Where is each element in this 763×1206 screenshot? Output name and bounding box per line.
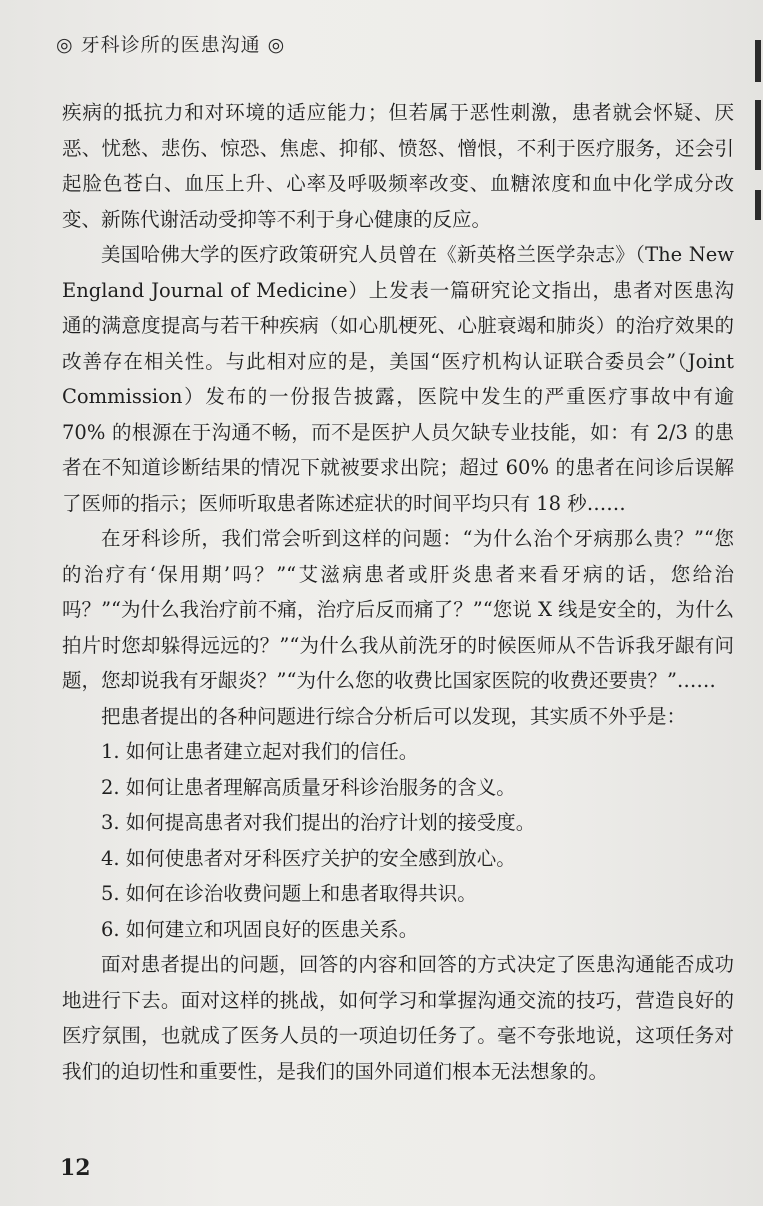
page-number: 12 — [60, 1155, 91, 1181]
paragraph-conclusion: 面对患者提出的问题，回答的内容和回答的方式决定了医患沟通能否成功地进行下去。面对这样的挑战，如何学习和掌握沟通交流的技巧，营造良好的医疗氛围，也就成了医务人员的一项迫切任务了。毫不夸张地说，这项任务对我们的迫切性和重要性，是我们的国外同道们根本无法想象的。 — [62, 953, 734, 1083]
page-edge-mark — [755, 190, 761, 220]
list-item: 1. 如何让患者建立起对我们的信任。 — [101, 740, 419, 763]
paragraph-harvard-study: 美国哈佛大学的医疗政策研究人员曾在《新英格兰医学杂志》（The New England Journal of Medicine）上发表一篇研究论文指出，患者对医患沟通的满意度提高与若干种疾病（如心肌梗死、心脏衰竭和肺炎）的治疗效果的改善存在相关性。与此相对应的是，美国“医疗机构认证联合委员会”（Joint Commission）发布的一份报告披露，医院中发生的严重医疗事故中有逾 70% 的根源在于沟通不畅，而不是医护人员欠缺专业技能，如：有 2/3 的患者在不知道诊断结果的情况下就被要求出院；超过 60% 的患者在问诊后误解了医师的指示；医师听取患者陈述症状的时间平均只有 18 秒…… — [62, 243, 734, 515]
list-item: 6. 如何建立和巩固良好的医患关系。 — [101, 917, 419, 941]
paragraph-patient-questions: 在牙科诊所，我们常会听到这样的问题：“为什么治个牙病那么贵？”“您的治疗有‘保用期’吗？”“艾滋病患者或肝炎患者来看牙病的话，您给治吗？”“为什么我治疗前不痛，治疗后反而痛了？”“您说 X 线是安全的，为什么拍片时您却躲得远远的？”“为什么我从前洗牙的时候医师从不告诉我牙龈有问题，您却说我有牙龈炎？”“为什么您的收费比国家医院的收费还要贵？”…… — [62, 527, 734, 692]
page-edge-mark — [755, 100, 761, 170]
body-text — [62, 95, 734, 1089]
list-item: 5. 如何在诊治收费问题上和患者取得共识。 — [101, 882, 477, 905]
list-item: 2. 如何让患者理解高质量牙科诊治服务的含义。 — [101, 775, 516, 799]
paragraph-continued: 疾病的抵抗力和对环境的适应能力；但若属于恶性刺激，患者就会怀疑、厌恶、忧愁、悲伤、惊恐、焦虑、抑郁、愤怒、憎恨，不利于医疗服务，还会引起脸色苍白、血压上升、心率及呼吸频率改变、血糖浓度和血中化学成分改变、新陈代谢活动受抑等不利于身心健康的反应。 — [62, 101, 734, 231]
question-list — [62, 734, 734, 947]
paragraph-analysis-intro: 把患者提出的各种问题进行综合分析后可以发现，其实质不外乎是： — [101, 704, 687, 728]
running-title: ◎ 牙科诊所的医患沟通 ◎ — [56, 34, 286, 56]
list-item: 4. 如何使患者对牙科医疗关护的安全感到放心。 — [101, 846, 516, 870]
page-edge-mark — [755, 40, 761, 82]
list-item: 3. 如何提高患者对我们提出的治疗计划的接受度。 — [101, 811, 536, 834]
